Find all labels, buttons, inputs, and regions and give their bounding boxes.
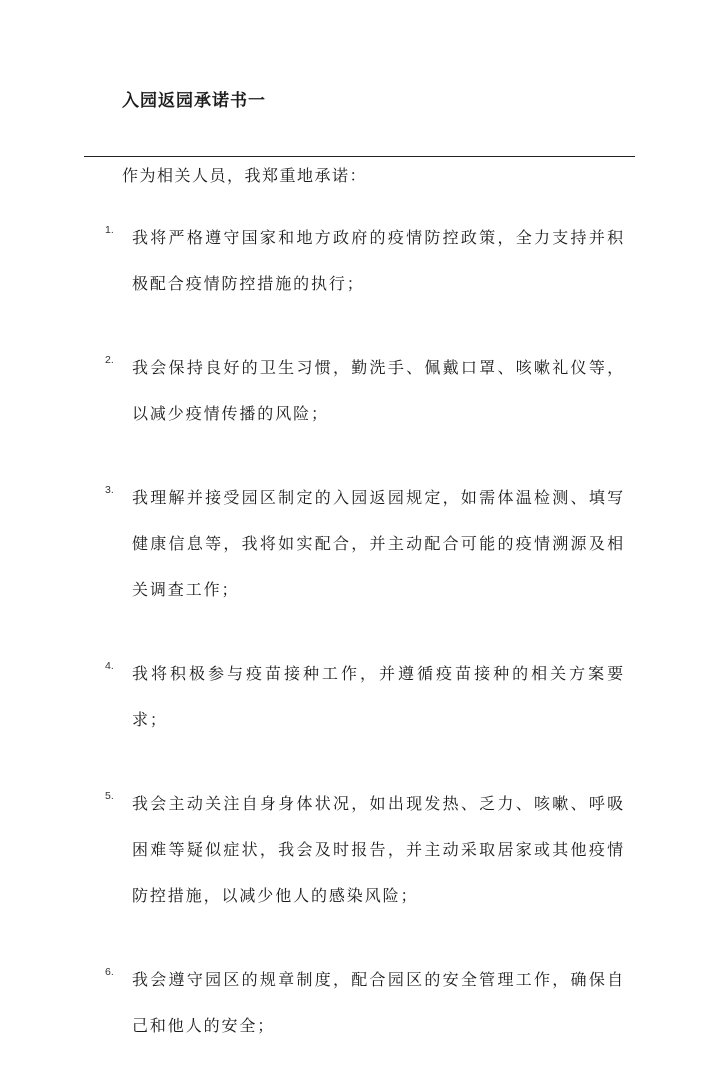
list-item xyxy=(105,781,625,919)
list-item xyxy=(105,345,625,437)
header-divider xyxy=(84,156,635,157)
item-text: 我会保持良好的卫生习惯，勤洗手、佩戴口罩、咳嗽礼仪等，以减少疫情传播的风险； xyxy=(132,358,625,423)
item-number: 3. xyxy=(105,484,114,496)
item-number: 5. xyxy=(105,790,114,802)
list-item xyxy=(105,651,625,743)
item-text: 我将积极参与疫苗接种工作，并遵循疫苗接种的相关方案要求； xyxy=(132,664,625,729)
commitment-list xyxy=(105,215,625,1087)
item-number: 4. xyxy=(105,660,114,672)
item-number: 6. xyxy=(105,966,114,978)
item-number: 1. xyxy=(105,224,114,236)
intro-text: 作为相关人员，我郑重地承诺： xyxy=(122,166,368,185)
list-item xyxy=(105,475,625,613)
item-text: 我会遵守园区的规章制度，配合园区的安全管理工作，确保自己和他人的安全； xyxy=(132,970,625,1035)
list-item xyxy=(105,957,625,1049)
item-number: 2. xyxy=(105,354,114,366)
item-text: 我会主动关注自身身体状况，如出现发热、乏力、咳嗽、呼吸困难等疑似症状，我会及时报告，并主动采取居家或其他疫情防控措施，以减少他人的感染风险； xyxy=(132,794,625,905)
list-item xyxy=(105,215,625,307)
item-text: 我将严格遵守国家和地方政府的疫情防控政策，全力支持并积极配合疫情防控措施的执行； xyxy=(132,228,625,293)
document-title: 入园返园承诺书一 xyxy=(122,91,266,111)
item-text: 我理解并接受园区制定的入园返园规定，如需体温检测、填写健康信息等，我将如实配合，并主动配合可能的疫情溯源及相关调查工作； xyxy=(132,488,625,599)
